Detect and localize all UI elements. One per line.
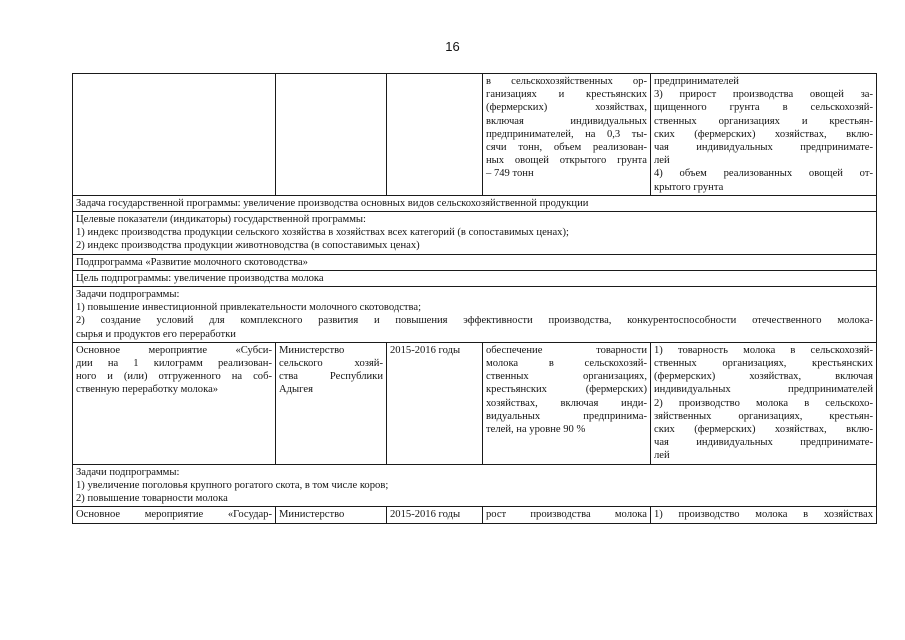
target-indicators-title: Целевые показатели (индикаторы) государственной программы: xyxy=(76,214,366,226)
measure-row xyxy=(73,342,877,464)
expected-result-cell: в сельскохозяйственных ор- ганизациях и крестьянских (фермерских) хозяйствах, включая индивидуальных предпринимателей, на 0,3 ты- сячи тонн, объем реализован- ных овощей открытого грунта – 749 тонн xyxy=(483,74,651,196)
subprogram-tasks-cell xyxy=(73,464,877,507)
subprogram-tasks-row xyxy=(73,464,877,507)
subprogram-task-item: 2) повышение товарности молока xyxy=(76,493,228,505)
subprogram-row xyxy=(73,254,877,270)
measure-indicator-cell: 1) производство молока в хозяйствах xyxy=(651,507,877,523)
subprogram-tasks-title: Задачи подпрограммы: xyxy=(76,466,180,478)
measure-name-cell: Основное мероприятие «Государ- xyxy=(73,507,276,523)
subprogram-title: Подпрограмма «Развитие молочного скотоводства» xyxy=(73,254,877,270)
measure-name-cell: Основное мероприятие «Субси- дии на 1 килограмм реализован- ного и (или) отгруженного на соб- ственную переработку молока» xyxy=(73,342,276,464)
executor-cell-empty xyxy=(276,74,387,196)
measure-period-cell: 2015-2016 годы xyxy=(387,507,483,523)
measure-executor-cell: Министерство xyxy=(276,507,387,523)
subprogram-task-item: 1) увеличение поголовья крупного рогатого скота, в том числе коров; xyxy=(76,479,389,491)
subprogram-task-item: 2) создание условий для комплексного развития и повышения эффективности производства, конкурентоспособности отечественного молока- xyxy=(76,315,873,327)
subprogram-task-item: 1) повышение инвестиционной привлекательности молочного скотоводства; xyxy=(76,302,422,314)
target-indicator-item: 2) индекс производства продукции животноводства (в сопоставимых ценах) xyxy=(76,240,420,252)
measure-indicator-cell: 1) товарность молока в сельскохозяй- ственных организациях, крестьянских (фермерских) хозяйствах, включая индивидуальных предпринимателей 2) производство молока в сельскохо- зяйственных организациях, крестьян- ских (фермерских) хозяйствах, вклю- чая индивидуальных предпринимате- лей xyxy=(651,342,877,464)
page-number: 16 xyxy=(445,39,460,54)
target-indicators-cell xyxy=(73,212,877,255)
subprogram-tasks-row xyxy=(73,287,877,343)
program-table xyxy=(72,73,877,524)
target-indicator-item: 1) индекс производства продукции сельского хозяйства в хозяйствах всех категорий (в сопоставимых ценах); xyxy=(76,227,569,239)
measure-row xyxy=(73,507,877,523)
program-task-row xyxy=(73,195,877,211)
subprogram-tasks-title: Задачи подпрограммы: xyxy=(76,289,180,301)
measure-executor-cell: Министерство сельского хозяй- ства Республики Адыгея xyxy=(276,342,387,464)
period-cell-empty xyxy=(387,74,483,196)
indicator-cell: предпринимателей 3) прирост производства овощей за- щищенного грунта в сельскохозяй- ственных организациях и крестьян- ских (фермерских) хозяйствах, вклю- чая индивидуальных предпринимате- лей 4) объем реализованных овощей от- крытого грунта xyxy=(651,74,877,196)
subprogram-tasks-cell xyxy=(73,287,877,343)
subprogram-goal: Цель подпрограммы: увеличение производства молока xyxy=(73,270,877,286)
continuation-row xyxy=(73,74,877,196)
measure-name-cell-empty xyxy=(73,74,276,196)
subprogram-goal-row xyxy=(73,270,877,286)
measure-period-cell: 2015-2016 годы xyxy=(387,342,483,464)
subprogram-task-item: сырья и продуктов его переработки xyxy=(76,328,236,340)
program-task-text: Задача государственной программы: увеличение производства основных видов сельскохозяйственной продукции xyxy=(73,195,877,211)
measure-result-cell: рост производства молока xyxy=(483,507,651,523)
measure-result-cell: обеспечение товарности молока в сельскохозяй- ственных организациях, крестьянских (фермерских) хозяйствах, включая инди- видуальных предпринима- телей, на уровне 90 % xyxy=(483,342,651,464)
target-indicators-row xyxy=(73,212,877,255)
